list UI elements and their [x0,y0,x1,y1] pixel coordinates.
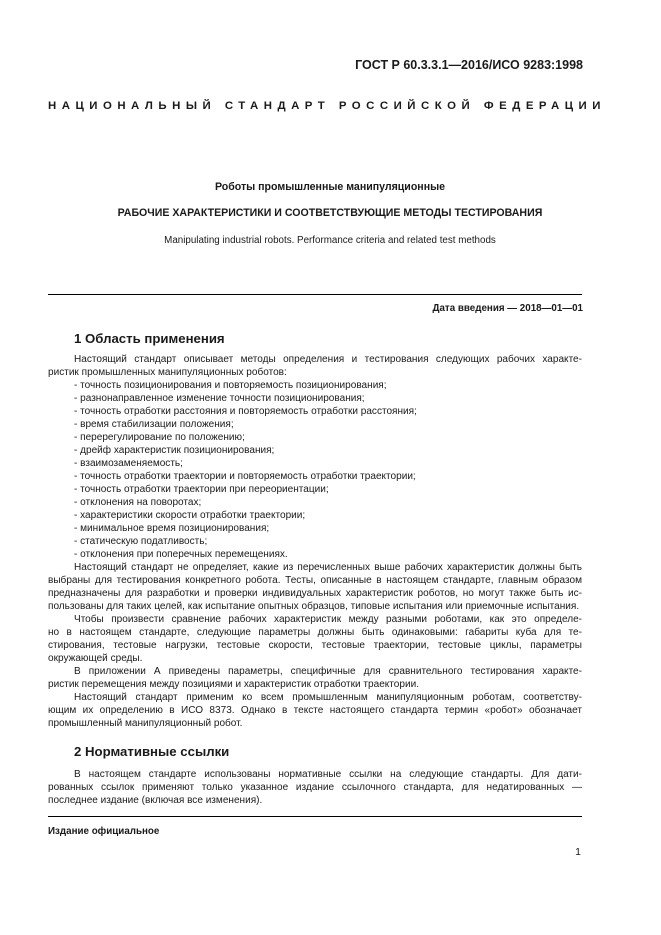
section-heading-scope: 1 Область применения [74,331,225,346]
list-item: - отклонения на поворотах; [74,497,202,508]
document-code: ГОСТ Р 60.3.3.1—2016/ИСО 9283:1998 [355,58,583,72]
text-line: В приложении А приведены параметры, специфичные для сравнительного тестирования характе- [74,666,582,677]
list-item: - перерегулирование по положению; [74,432,245,443]
list-item: - точность отработки траектории и повторяемость отработки траектории; [74,471,416,482]
official-edition-note: Издание официальное [48,826,160,837]
national-standard-banner: НАЦИОНАЛЬНЫЙ СТАНДАРТ РОССИЙСКОЙ ФЕДЕРАЦИИ [48,100,606,112]
text-line: промышленный манипуляционный робот. [48,718,243,729]
scope-paragraph [48,691,582,730]
text-line: окружающей среды. [48,653,143,664]
text-line: выбраны для тестирования конкретного робота. Тесты, описанные в настоящем стандарте, главным образом [48,575,582,586]
list-item: - отклонения при поперечных перемещениях. [74,549,288,560]
text-line: ристик промышленных манипуляционных роботов: [48,367,287,378]
text-line: Настоящий стандарт применим ко всем промышленным манипуляционным роботам, соответству- [74,692,582,703]
page-number: 1 [575,846,581,858]
list-item: - дрейф характеристик позиционирования; [74,445,275,456]
text-line: последнее издание (включая все изменения). [48,795,263,806]
text-line: рованных ссылок применяют только указанное издание ссылочного стандарта, для недатированных — [48,782,582,793]
scope-paragraph [48,665,582,691]
scope-intro-paragraph [48,353,582,379]
list-item: - взаимозаменяемость; [74,458,183,469]
text-line: стирования, тестовые нагрузки, тестовые скорости, тестовые траектории, тестовые циклы, параметры [48,640,582,651]
text-line: Настоящий стандарт описывает методы определения и тестирования следующих рабочих характе- [74,354,582,365]
text-line: Настоящий стандарт не определяет, какие из перечисленных выше рабочих характеристик должны быть [74,562,582,573]
list-item: - точность отработки траектории при переориентации; [74,484,329,495]
text-line: В настоящем стандарте использованы нормативные ссылки на следующие стандарты. Для дати- [74,769,582,780]
footer-divider-rule [48,816,582,817]
text-line: предназначены для разработки и проверки индивидуальных характеристик роботов, но могут также быть ис- [48,588,582,599]
standard-title: Роботы промышленные манипуляционные [214,181,446,193]
list-item: - характеристики скорости отработки траектории; [74,510,306,521]
references-paragraph [48,768,582,807]
text-line: ющим их определению в ИСО 8373. Однако в тексте настоящего стандарта термин «робот» обозначает [48,705,582,716]
text-line: пользованы для таких целей, как испытание опытных образцов, типовые испытания или приемочные испытания. [48,601,580,612]
list-item: - разнонаправленное изменение точности позиционирования; [74,393,365,404]
section-heading-normative-references: 2 Нормативные ссылки [74,744,230,759]
scope-paragraph [48,561,582,613]
text-line: но в настоящем стандарте, следующие параметры должны быть одинаковыми: габариты куба для те- [48,627,582,638]
standard-subtitle: РАБОЧИЕ ХАРАКТЕРИСТИКИ И СООТВЕТСТВУЮЩИЕ МЕТОДЫ ТЕСТИРОВАНИЯ [117,207,543,219]
scope-paragraph [48,613,582,665]
scope-characteristics-list [74,379,417,561]
introduction-date: Дата введения — 2018—01—01 [432,303,583,314]
list-item: - точность позиционирования и повторяемость позиционирования; [74,380,387,391]
text-line: Чтобы произвести сравнение рабочих характеристик между разными роботами, как это определе- [74,614,582,625]
list-item: - минимальное время позиционирования; [74,523,270,534]
list-item: - точность отработки расстояния и повторяемость отработки расстояния; [74,406,417,417]
list-item: - время стабилизации положения; [74,419,234,430]
text-line: ристик перемещения между позициями и характеристик отработки траектории. [48,679,419,690]
divider-rule [48,294,582,295]
standard-title-english: Manipulating industrial robots. Performance criteria and related test methods [164,235,496,246]
list-item: - статическую податливость; [74,536,208,547]
